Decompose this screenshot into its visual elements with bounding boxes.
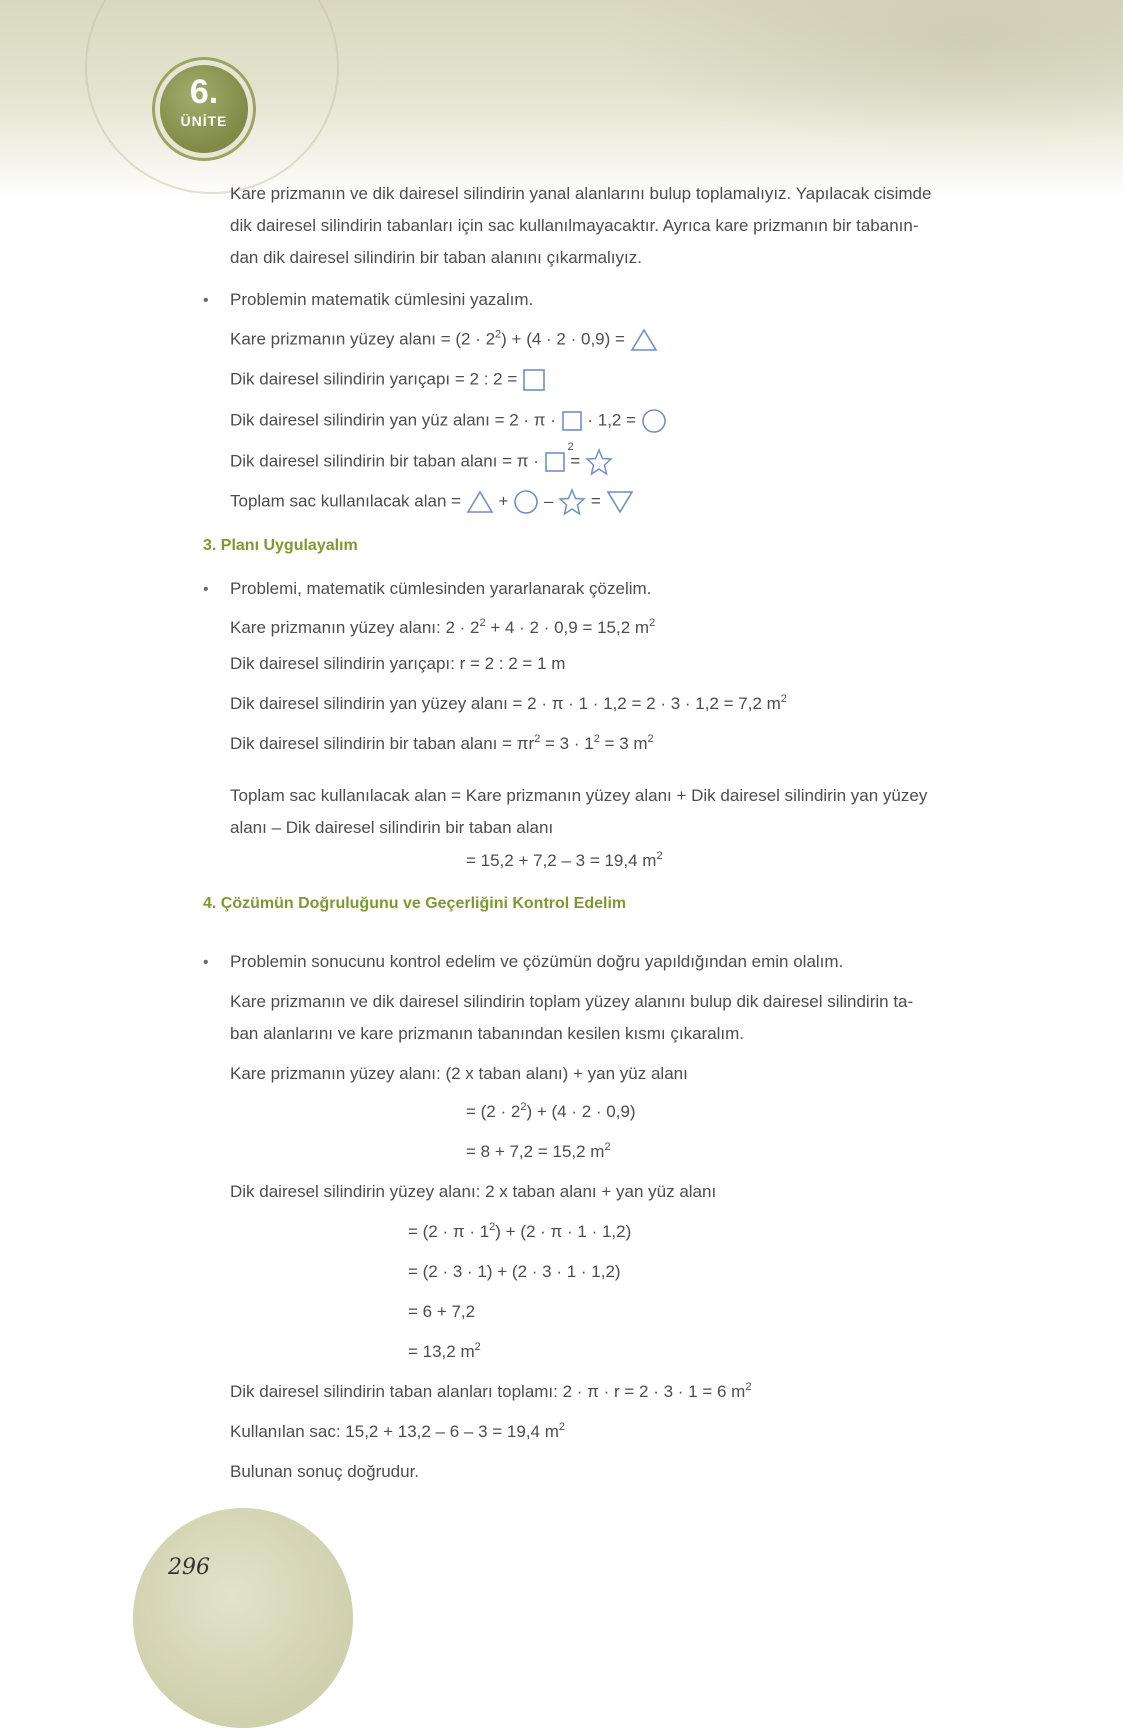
s4-paragraph-line-2: ban alanlarını ve kare prizmanın tabanından kesilen kısmı çıkaralım. xyxy=(230,1024,745,1043)
s3-line-side-area: Dik dairesel silindirin yan yüzey alanı = 2 · π · 1 · 1,2 = 2 · 3 · 1,2 = 7,2 $m^2$ xyxy=(230,693,787,713)
square-icon xyxy=(561,410,583,432)
intro-paragraph xyxy=(230,178,1030,274)
s3-line-base-area: Dik dairesel silindirin bir taban alanı = $\pi r^2 = 3 \cdot 1^2 = 3$ $m^2$ xyxy=(230,733,654,753)
star-icon xyxy=(558,488,586,516)
square-icon: 2 xyxy=(544,451,566,473)
plan-line-prism-area: Kare prizmanın yüzey alanı = $(2 \cdot 2^2) + (4 \cdot 2 \cdot 0,9)$ = xyxy=(230,328,658,352)
intro-line-3: dan dik dairesel silindirin bir taban alanını çıkarmalıyız. xyxy=(230,248,642,267)
unit-number: 6. xyxy=(189,73,219,111)
section-3-heading: 3. Planı Uygulayalım xyxy=(203,537,358,554)
intro-line-2: dik dairesel silindirin tabanları için sac kullanılmayacaktır. Ayrıca kare prizmanın bir tabanın- xyxy=(230,216,919,235)
s4-paragraph xyxy=(230,986,1030,1050)
s4-cylinder-step-1: = $(2 \cdot \pi \cdot 1^2) + (2 \cdot \pi \cdot 1 \cdot 1,2)$ xyxy=(408,1221,632,1241)
s4-base-total: Dik dairesel silindirin taban alanları toplamı: 2 · π · r = 2 · 3 · 1 = 6 $m^2$ xyxy=(230,1381,752,1401)
s3-total-paragraph xyxy=(230,780,1030,844)
inverted-triangle-icon xyxy=(606,490,634,514)
bullet-icon: • xyxy=(203,581,209,598)
plan-line-base-area: Dik dairesel silindirin bir taban alanı = π · 2 = xyxy=(230,448,613,476)
section-4-heading: 4. Çözümün Doğruluğunu ve Geçerliğini Kontrol Edelim xyxy=(203,895,627,912)
s4-paragraph-line-1: Kare prizmanın ve dik dairesel silindirin toplam yüzey alanını bulup dik dairesel silindirin ta- xyxy=(230,992,914,1011)
page-number-background xyxy=(133,1508,353,1728)
s4-result: Bulunan sonuç doğrudur. xyxy=(230,1462,420,1481)
section-4-bullet: Problemin sonucunu kontrol edelim ve çözümün doğru yapıldığından emin olalım. xyxy=(230,952,844,971)
plan-line-radius: Dik dairesel silindirin yarıçapı = 2 : 2 = xyxy=(230,368,546,392)
unit-label: ÜNİTE xyxy=(180,113,228,129)
s4-cylinder-step-2: = (2 · 3 · 1) + (2 · 3 · 1 · 1,2) xyxy=(408,1262,621,1281)
s3-line-radius: Dik dairesel silindirin yarıçapı: r = 2 : 2 = 1 m xyxy=(230,654,566,673)
bullet-icon: • xyxy=(203,954,209,971)
plan-title: Problemin matematik cümlesini yazalım. xyxy=(230,290,534,309)
triangle-icon xyxy=(630,328,658,352)
s3-total-result: = 15,2 + 7,2 – 3 = 19,4 $m^2$ xyxy=(466,850,663,870)
bullet-icon: • xyxy=(203,292,209,309)
intro-line-1: Kare prizmanın ve dik dairesel silindirin yanal alanlarını bulup toplamalıyız. Yapılacak cisimde xyxy=(230,184,932,203)
square-icon xyxy=(522,368,546,392)
s4-prism-step-2: = 8 + 7,2 = 15,2 $m^2$ xyxy=(466,1141,611,1161)
circle-icon xyxy=(641,408,667,434)
page-number: 296 xyxy=(168,1555,210,1580)
s4-cylinder-step-3: = 6 + 7,2 xyxy=(408,1302,476,1321)
s4-used-sheet: Kullanılan sac: 15,2 + 13,2 – 6 – 3 = 19,4 $m^2$ xyxy=(230,1421,566,1441)
s3-total-line-2: alanı – Dik dairesel silindirin bir taban alanı xyxy=(230,818,554,837)
s3-total-line-1: Toplam sac kullanılacak alan = Kare prizmanın yüzey alanı + Dik dairesel silindirin yan yüzey xyxy=(230,786,928,805)
s4-cylinder-step-4: = 13,2 $m^2$ xyxy=(408,1341,481,1361)
s4-prism-area-label: Kare prizmanın yüzey alanı: (2 x taban alanı) + yan yüz alanı xyxy=(230,1064,688,1083)
s4-prism-step-1: = $(2 \cdot 2^2) + (4 \cdot 2 \cdot 0,9)$ xyxy=(466,1101,636,1121)
plan-line-total: Toplam sac kullanılacak alan = + – = xyxy=(230,488,634,516)
unit-badge xyxy=(160,65,248,153)
circle-icon xyxy=(513,489,539,515)
plan-line-side-area: Dik dairesel silindirin yan yüz alanı = 2 · π · · 1,2 = xyxy=(230,408,667,434)
star-icon xyxy=(585,448,613,476)
s4-cylinder-area-label: Dik dairesel silindirin yüzey alanı: 2 x taban alanı + yan yüz alanı xyxy=(230,1182,717,1201)
s3-line-prism-area: Kare prizmanın yüzey alanı: $2 \cdot 2^2 + 4 \cdot 2 \cdot 0,9 = 15,2$ $m^2$ xyxy=(230,617,656,637)
triangle-icon xyxy=(466,490,494,514)
section-3-bullet: Problemi, matematik cümlesinden yararlanarak çözelim. xyxy=(230,579,652,598)
